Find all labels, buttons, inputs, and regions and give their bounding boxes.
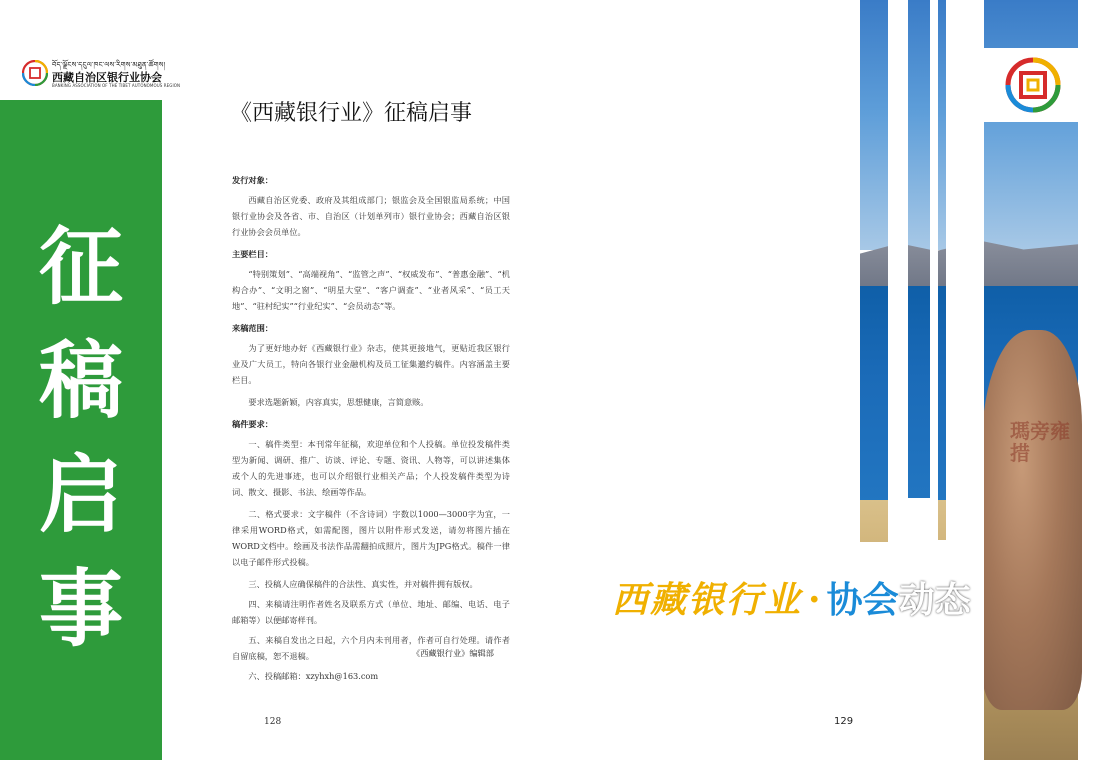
paragraph: 二、格式要求：文字稿件（不含诗词）字数以1000—3000字为宜，一律采用WORD格式，如需配图，图片以附件形式发送，请勿将图片插在WORD文档中。绘画及书法作品需翻拍成照片，图片为JPG格式。稿件一律以电子邮件形式投稿。 <box>232 509 510 567</box>
logo-tibetan-text: བོད་ལྗོངས་དངུལ་ཁང་ལས་རིགས་མཐུན་ཚོགས། <box>52 61 166 69</box>
logo-chinese-name: 西藏自治区银行业协会 <box>52 71 162 84</box>
paragraph: 五、来稿自发出之日起，六个月内未刊用者，作者可自行处理。请作者自留底稿，恕不退稿。 <box>232 635 510 661</box>
knot-logo-icon <box>22 60 48 86</box>
rock-inscription: 瑪旁雍措 <box>1010 419 1070 465</box>
knot-emblem-icon <box>1004 56 1062 114</box>
column-brand-title <box>612 572 1082 622</box>
association-logo <box>22 56 181 90</box>
brand-part-c: 动态 <box>898 580 971 621</box>
section-heading-columns: 主要栏目： <box>232 249 273 259</box>
vertical-title-char: 启 <box>38 446 123 544</box>
logo-english-name: BANKING ASSOCIATION OF THE TIBET AUTONOMOUS REGION <box>52 83 181 88</box>
photo-mani-stone <box>982 330 1082 710</box>
photo-mask <box>908 498 930 760</box>
page-number-right: 129 <box>834 716 854 727</box>
lake-photo <box>860 0 1078 760</box>
section-heading-requirements: 稿件要求： <box>232 419 273 429</box>
paragraph: 一、稿件类型：本刊常年征稿，欢迎单位和个人投稿。单位投发稿件类型为新闻、调研、推广、访谈、评论、专题、资讯、人物等，可以讲述集体或个人的先进事迹，也可以介绍银行业相关产品；个人投发稿件类型为诗词、散文、摄影、书法、绘画等作品。 <box>232 439 510 497</box>
vertical-title-char: 稿 <box>38 332 123 430</box>
vertical-title-char: 事 <box>38 560 123 658</box>
paragraph: 三、投稿人应确保稿件的合法性、真实性，并对稿件拥有版权。 <box>248 579 478 589</box>
submission-email[interactable]: 六、投稿邮箱：xzyhxh@163.com <box>248 671 379 681</box>
brand-dot: · <box>808 579 821 621</box>
paragraph: 四、来稿请注明作者姓名及联系方式（单位、地址、邮编、电话、电子邮箱等）以便邮寄样刊。 <box>232 599 510 625</box>
brand-part-b: 协会 <box>826 580 899 621</box>
brand-part-a: 西藏银行业 <box>612 579 803 621</box>
article-title: 《西藏银行业》征稿启事 <box>230 101 473 126</box>
paragraph: 为了更好地办好《西藏银行业》杂志，使其更接地气，更贴近我区银行业及广大员工，特向各银行业金融机构及员工征集邀约稿件。内容涵盖主要栏目。 <box>232 343 510 385</box>
vertical-title-char: 征 <box>38 218 123 316</box>
paragraph: 西藏自治区党委、政府及其组成部门；银监会及全国银监局系统；中国银行业协会及各省、市、自治区（计划单列市）银行业协会；西藏自治区银行业协会会员单位。 <box>232 195 510 237</box>
section-heading-audience: 发行对象： <box>232 175 273 185</box>
vertical-title <box>0 210 162 666</box>
section-heading-scope: 来稿范围： <box>232 323 273 333</box>
editorial-signature: 《西藏银行业》编辑部 <box>412 648 494 658</box>
page-number-left: 128 <box>264 717 282 727</box>
paragraph: 要求选题新颖，内容真实，思想健康，言简意赅。 <box>248 397 429 407</box>
article-body <box>232 172 510 688</box>
paragraph: “特别策划”、“高端视角”、“监管之声”、“权威发布”、“普惠金融”、“机构合办”、“文明之窗”、“明星大堂”、“客户调查”、“业者风采”、“员工天地”、“驻村纪实”“行业纪实”、“会员动态”等。 <box>232 269 510 311</box>
